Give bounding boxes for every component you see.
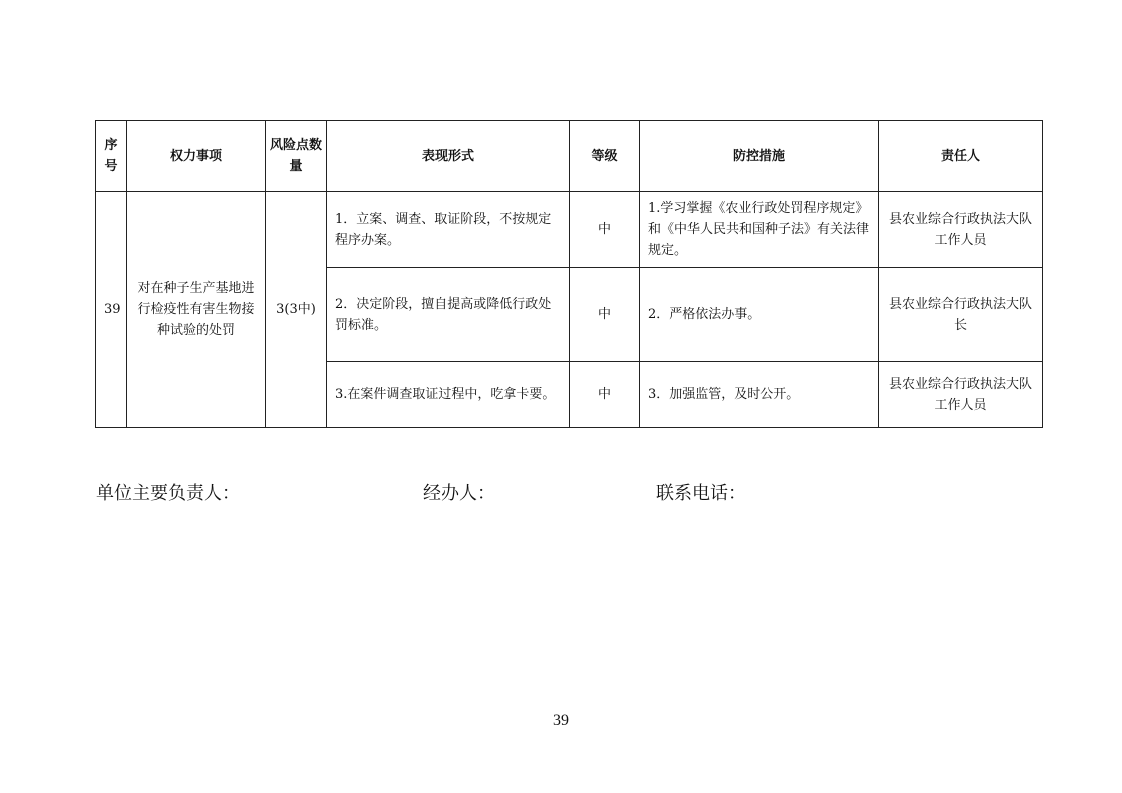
header-item: 权力事项	[127, 121, 266, 192]
risk-level: 中	[570, 268, 640, 362]
header-person: 责任人	[879, 121, 1043, 192]
record-item: 对在种子生产基地进行检疫性有害生物接种试验的处罚	[127, 192, 266, 428]
risk-person: 县农业综合行政执法大队工作人员	[879, 362, 1043, 428]
risk-measure: 2．严格依法办事。	[640, 268, 879, 362]
risk-form: 2．决定阶段，擅自提高或降低行政处罚标准。	[327, 268, 570, 362]
header-level: 等级	[570, 121, 640, 192]
record-no: 39	[96, 192, 127, 428]
risk-measure: 1.学习掌握《农业行政处罚程序规定》和《中华人民共和国种子法》有关法律规定。	[640, 192, 879, 268]
risk-person: 县农业综合行政执法大队长	[879, 268, 1043, 362]
page-number: 39	[553, 712, 569, 729]
risk-form: 1．立案、调查、取证阶段，不按规定程序办案。	[327, 192, 570, 268]
header-no: 序号	[96, 121, 127, 192]
table-row	[96, 192, 1043, 268]
header-count: 风险点数量	[266, 121, 327, 192]
risk-table	[95, 120, 1043, 428]
risk-level: 中	[570, 192, 640, 268]
footer-leader-label: 单位主要负责人：	[96, 483, 240, 504]
risk-form: 3.在案件调查取证过程中，吃拿卡要。	[327, 362, 570, 428]
header-row	[96, 121, 1043, 192]
footer-handler-label: 经办人：	[423, 483, 495, 504]
footer-phone-label: 联系电话：	[656, 483, 746, 504]
risk-measure: 3．加强监管，及时公开。	[640, 362, 879, 428]
record-count: 3(3中)	[266, 192, 327, 428]
risk-person: 县农业综合行政执法大队工作人员	[879, 192, 1043, 268]
header-measure: 防控措施	[640, 121, 879, 192]
header-form: 表现形式	[327, 121, 570, 192]
risk-level: 中	[570, 362, 640, 428]
